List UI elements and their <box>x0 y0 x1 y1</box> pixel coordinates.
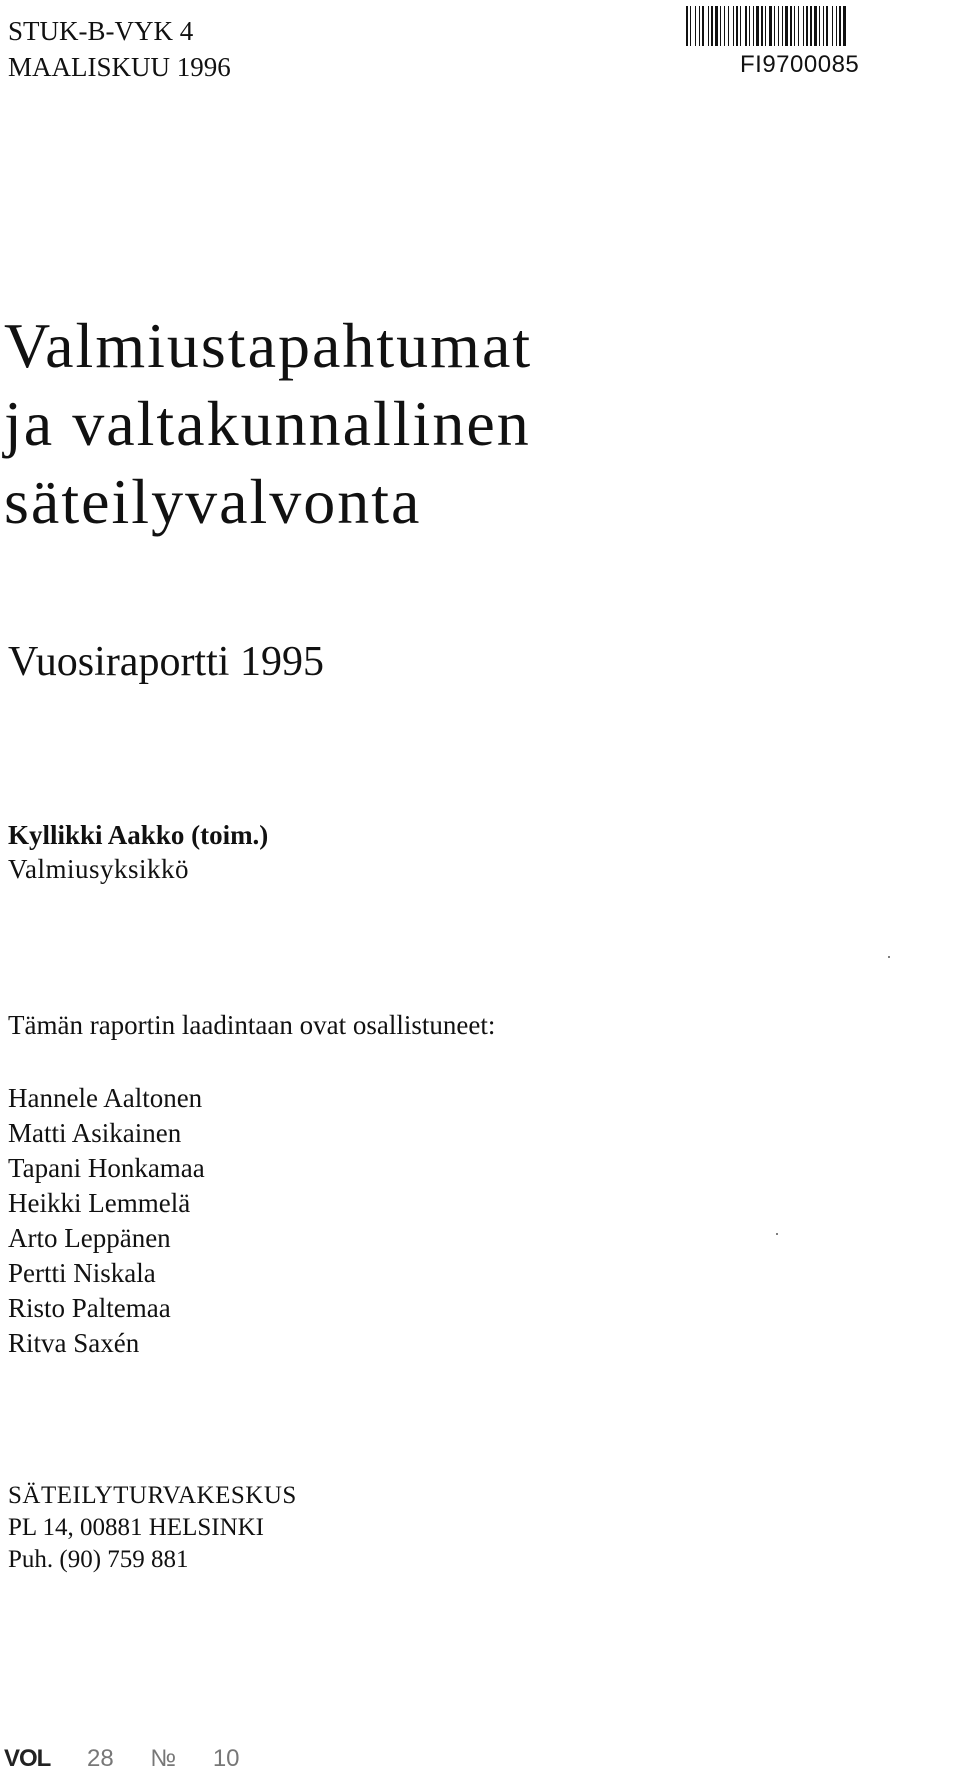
contributors-intro: Tämän raportin laadintaan ovat osallistuneet: <box>8 1010 496 1040</box>
contributor-name: Ritva Saxén <box>8 1328 140 1358</box>
barcode-bar <box>728 6 729 46</box>
barcode-bar <box>699 6 700 46</box>
editor-unit: Valmiusyksikkö <box>8 854 190 884</box>
barcode-bar <box>749 6 750 46</box>
barcode-bar <box>810 6 812 46</box>
editor-name: Kyllikki Aakko (toim.) <box>8 820 269 850</box>
barcode-bar <box>823 6 824 46</box>
organization-address: PL 14, 00881 HELSINKI <box>8 1514 265 1541</box>
barcode-bar <box>695 6 696 46</box>
publication-date: MAALISKUU 1996 <box>8 52 231 82</box>
barcode-bar <box>814 6 817 46</box>
barcode-number: FI9700085 <box>740 51 860 78</box>
subtitle: Vuosiraportti 1995 <box>8 639 324 685</box>
title-line-3: säteilyvalvonta <box>4 466 422 537</box>
issue-value: 10 <box>212 1745 240 1772</box>
title-line-1: Valmiustapahtumat <box>4 310 533 381</box>
contributor-name: Risto Paltemaa <box>8 1293 171 1323</box>
barcode-bar <box>736 6 738 46</box>
contributor-name: Arto Leppänen <box>8 1223 171 1253</box>
barcode-bar <box>798 6 799 46</box>
organization-name: SÄTEILYTURVAKESKUS <box>8 1482 297 1509</box>
barcode-bar <box>745 6 747 46</box>
barcode-bar <box>733 6 734 46</box>
barcode-bar <box>708 6 709 46</box>
barcode-bar <box>761 6 763 46</box>
scan-speck <box>888 956 890 958</box>
barcode-bar <box>765 6 766 46</box>
contributor-name: Hannele Aaltonen <box>8 1083 203 1113</box>
organization-phone: Puh. (90) 759 881 <box>8 1546 189 1573</box>
barcode-bar <box>769 6 772 46</box>
volume-stamp <box>4 1744 240 1774</box>
barcode-bar <box>720 6 721 46</box>
contributor-name: Matti Asikainen <box>8 1118 182 1148</box>
volume-value: 28 <box>87 1745 114 1772</box>
barcode-bar <box>690 6 691 46</box>
barcode-bar <box>803 6 804 46</box>
barcode-bar <box>806 6 808 46</box>
barcode-bar <box>778 6 779 46</box>
barcode-bar <box>826 6 828 46</box>
barcode-bar <box>715 6 718 46</box>
volume-label: VOL <box>4 1745 51 1772</box>
contributors-list <box>8 1081 205 1361</box>
barcode-bar <box>832 6 833 46</box>
barcode-bar <box>740 6 741 46</box>
title-line-2: ja valtakunnallinen <box>4 388 531 459</box>
issue-label: № <box>150 1745 177 1772</box>
barcode-bar <box>839 6 841 46</box>
contributor-name: Pertti Niskala <box>8 1258 156 1288</box>
barcode-bar <box>774 6 775 46</box>
barcode-bar <box>724 6 725 46</box>
barcode-bar <box>702 6 704 46</box>
scan-speck <box>776 1233 778 1235</box>
barcode <box>686 6 954 46</box>
barcode-bar <box>794 6 795 46</box>
barcode-bar <box>782 6 783 46</box>
barcode-bar <box>686 6 688 46</box>
barcode-bar <box>753 6 754 46</box>
barcode-bar <box>836 6 837 46</box>
contributor-name: Heikki Lemmelä <box>8 1188 191 1218</box>
barcode-bar <box>785 6 788 46</box>
barcode-bar <box>843 6 846 46</box>
barcode-bar <box>756 6 759 46</box>
barcode-bar <box>790 6 792 46</box>
series-code: STUK-B-VYK 4 <box>8 16 194 46</box>
barcode-bar <box>819 6 820 46</box>
barcode-bar <box>711 6 713 46</box>
contributor-name: Tapani Honkamaa <box>8 1153 205 1183</box>
